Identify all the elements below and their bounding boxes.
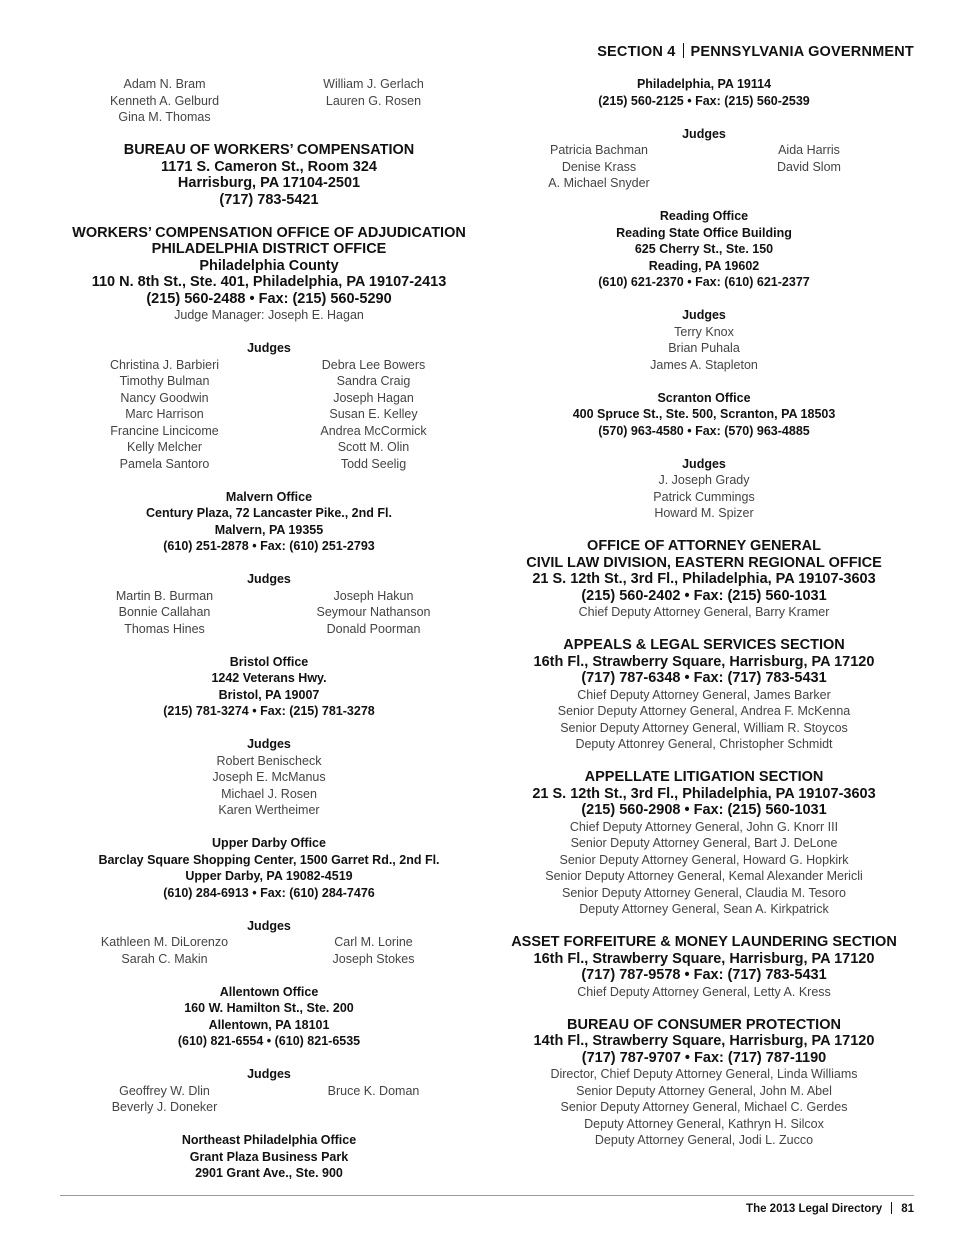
asset-forfeiture-section xyxy=(494,934,914,1000)
judge-name: Brian Puhala xyxy=(668,341,740,355)
staff-entry: Director, Chief Deputy Attorney General, Linda Williams xyxy=(550,1067,858,1081)
office-city: Harrisburg, PA 17104-2501 xyxy=(177,175,361,191)
judge-name: Sarah C. Makin xyxy=(121,951,208,966)
office-heading: Northeast Philadelphia Office xyxy=(181,1133,357,1147)
footer-divider xyxy=(60,1195,914,1196)
staff-entry: Senior Deputy Attorney General, Andrea F. McKenna xyxy=(557,704,851,718)
office-heading: BUREAU OF WORKERS’ COMPENSATION xyxy=(123,142,415,158)
office-city: Upper Darby, PA 19082-4519 xyxy=(185,869,353,883)
judges-label: Judges xyxy=(682,456,726,471)
judges-list xyxy=(494,472,914,522)
judge-name: Patricia Bachman xyxy=(550,143,648,157)
adjudication-office xyxy=(60,225,478,473)
office-city: Allentown, PA 18101 xyxy=(208,1017,330,1032)
malvern-office xyxy=(60,489,478,638)
scranton-office xyxy=(494,390,914,522)
judges-list xyxy=(494,142,914,192)
office-city: Reading, PA 19602 xyxy=(648,258,760,273)
office-address: 21 S. 12th St., 3rd Fl., Philadelphia, PA 19107-3603 xyxy=(532,571,876,587)
judge-name: Karen Wertheimer xyxy=(218,803,320,817)
staff-entry: Chief Deputy Attorney General, Letty A. Kress xyxy=(577,984,831,999)
judges-label: Judges xyxy=(682,126,726,141)
judges-label: Judges xyxy=(247,1067,291,1081)
office-heading: Bristol Office xyxy=(229,654,309,669)
office-building: Grant Plaza Business Park xyxy=(189,1149,349,1164)
judge-name: Francine Lincicome xyxy=(110,423,219,438)
judge-manager: Judge Manager: Joseph E. Hagan xyxy=(174,308,364,322)
office-phone: (215) 560-2488 • Fax: (215) 560-5290 xyxy=(146,290,392,307)
judge-name: Joseph E. McManus xyxy=(212,770,326,784)
judge-name: Andrea McCormick xyxy=(320,423,427,438)
office-heading: Allentown Office xyxy=(219,984,319,999)
staff-entry: Deputy Attonrey General, Christopher Schmidt xyxy=(575,737,833,751)
office-phone: (610) 284-6913 • Fax: (610) 284-7476 xyxy=(163,885,375,900)
judge-name: Joseph Hagan xyxy=(333,390,414,405)
judge-name: Joseph Stokes xyxy=(332,951,415,966)
judge-name: Todd Seelig xyxy=(340,456,407,471)
left-column xyxy=(60,76,478,1182)
office-address: 110 N. 8th St., Ste. 401, Philadelphia, PA 19107-2413 xyxy=(91,274,447,290)
person-name: Lauren G. Rosen xyxy=(325,93,422,108)
judge-name: Beverly J. Doneker xyxy=(111,1100,218,1114)
staff-entry: Senior Deputy Attorney General, Michael C. Gerdes xyxy=(560,1100,848,1114)
office-address: 160 W. Hamilton St., Ste. 200 xyxy=(184,1001,354,1015)
office-phone: (610) 251-2878 • Fax: (610) 251-2793 xyxy=(163,539,375,553)
office-address: Century Plaza, 72 Lancaster Pike., 2nd Fl. xyxy=(146,506,392,520)
person-name: Kenneth A. Gelburd xyxy=(109,93,220,108)
staff-entry: Deputy Attorney General, Sean A. Kirkpatrick xyxy=(579,902,829,916)
office-address: 1171 S. Cameron St., Room 324 xyxy=(161,158,377,175)
office-heading: Upper Darby Office xyxy=(212,836,326,850)
staff-entry: Senior Deputy Attorney General, Claudia M. Tesoro xyxy=(562,885,846,900)
judge-name: Scott M. Olin xyxy=(337,440,410,454)
office-address: 16th Fl., Strawberry Square, Harrisburg, PA 17120 xyxy=(533,950,875,967)
office-heading: BUREAU OF CONSUMER PROTECTION xyxy=(567,1016,841,1033)
judges-label: Judges xyxy=(247,918,291,933)
person-name: Gina M. Thomas xyxy=(118,110,211,124)
judge-name: Marc Harrison xyxy=(125,407,204,421)
office-building: Reading State Office Building xyxy=(616,225,792,240)
judges-list xyxy=(60,1083,478,1116)
right-column xyxy=(494,76,914,1149)
staff-entry: Chief Deputy Attorney General, Barry Kramer xyxy=(578,605,830,619)
office-phone: (717) 783-5421 xyxy=(219,191,319,208)
judge-name: Howard M. Spizer xyxy=(654,506,754,520)
judge-name: Donald Poorman xyxy=(326,621,421,636)
office-phone: (717) 787-6348 • Fax: (717) 783-5431 xyxy=(581,670,827,686)
judges-list xyxy=(60,934,478,967)
office-address: 625 Cherry St., Ste. 150 xyxy=(634,242,774,256)
office-heading: Scranton Office xyxy=(657,390,751,405)
office-phone: (215) 560-2402 • Fax: (215) 560-1031 xyxy=(581,587,827,604)
judge-name: Terry Knox xyxy=(674,324,734,339)
page-number: 81 xyxy=(901,1203,914,1215)
judge-name: Nancy Goodwin xyxy=(120,390,209,405)
office-county: Philadelphia County xyxy=(199,257,339,274)
judge-name: J. Joseph Grady xyxy=(658,473,750,487)
staff-entry: Deputy Attorney General, Jodi L. Zucco xyxy=(594,1133,814,1147)
office-phone: (610) 821-6554 • (610) 821-6535 xyxy=(177,1034,361,1048)
upper-darby-office xyxy=(60,835,478,967)
office-heading: Malvern Office xyxy=(225,489,313,504)
top-names-right xyxy=(269,76,478,126)
judges-list xyxy=(60,588,478,638)
reading-office xyxy=(494,208,914,373)
staff-entry: Senior Deputy Attorney General, John M. Abel xyxy=(576,1083,832,1098)
northeast-office-continued xyxy=(494,76,914,109)
judge-name: Susan E. Kelley xyxy=(329,407,418,421)
judge-name: Denise Krass xyxy=(561,159,637,174)
judges-label: Judges xyxy=(247,737,291,751)
appellate-section xyxy=(494,769,914,918)
staff-entry: Senior Deputy Attorney General, Kemal Alexander Mericli xyxy=(545,869,863,883)
section-title: PENNSYLVANIA GOVERNMENT xyxy=(690,44,914,60)
office-address: 16th Fl., Strawberry Square, Harrisburg, PA 17120 xyxy=(533,653,875,670)
judges-label: Judges xyxy=(247,572,291,586)
office-heading: ASSET FORFEITURE & MONEY LAUNDERING SECTION xyxy=(511,934,897,950)
bureau-workers-comp xyxy=(60,142,478,208)
staff-entry: Chief Deputy Attorney General, John G. Knorr III xyxy=(569,819,839,834)
office-phone: (610) 621-2370 • Fax: (610) 621-2377 xyxy=(598,275,810,289)
top-names-left xyxy=(60,76,269,126)
office-phone: (717) 787-9707 • Fax: (717) 787-1190 xyxy=(581,1049,827,1066)
judge-name: Thomas Hines xyxy=(124,621,205,636)
office-phone: (570) 963-4580 • Fax: (570) 963-4885 xyxy=(598,423,810,438)
judge-name: James A. Stapleton xyxy=(650,357,758,372)
judges-list xyxy=(60,753,478,819)
staff-entry: Senior Deputy Attorney General, Howard G. Hopkirk xyxy=(559,852,849,867)
office-phone: (215) 560-2908 • Fax: (215) 560-1031 xyxy=(581,802,827,818)
judge-name: Aida Harris xyxy=(778,143,840,157)
judge-name: Joseph Hakun xyxy=(333,588,414,603)
judges-list xyxy=(60,357,478,473)
office-subheading: CIVIL LAW DIVISION, EASTERN REGIONAL OFFICE xyxy=(526,554,882,571)
office-subheading: PHILADELPHIA DISTRICT OFFICE xyxy=(151,241,387,257)
judge-name: Timothy Bulman xyxy=(119,374,210,388)
office-address: 21 S. 12th St., 3rd Fl., Philadelphia, PA 19107-3603 xyxy=(532,785,876,802)
office-address: 2901 Grant Ave., Ste. 900 xyxy=(195,1166,343,1180)
page-footer xyxy=(746,1202,914,1215)
judge-name: Kathleen M. DiLorenzo xyxy=(100,935,229,949)
office-phone: (215) 560-2125 • Fax: (215) 560-2539 xyxy=(598,93,810,108)
staff-entry: Deputy Attorney General, Kathryn H. Silcox xyxy=(584,1116,824,1131)
judge-name: Carl M. Lorine xyxy=(334,935,413,949)
staff-entry: Senior Deputy Attorney General, William R. Stoycos xyxy=(560,720,848,735)
judge-name: David Slom xyxy=(777,159,841,174)
judge-name: Patrick Cummings xyxy=(653,489,755,504)
judge-name: Michael J. Rosen xyxy=(221,786,317,801)
northeast-office xyxy=(60,1132,478,1182)
judge-name: Seymour Nathanson xyxy=(316,605,431,619)
judges-label: Judges xyxy=(247,341,291,355)
consumer-protection-bureau xyxy=(494,1017,914,1149)
office-city: Philadelphia, PA 19114 xyxy=(636,77,772,91)
judge-name: Debra Lee Bowers xyxy=(321,357,426,372)
judge-name: Kelly Melcher xyxy=(126,440,203,454)
judge-name: Bruce K. Doman xyxy=(327,1083,420,1098)
person-name: William J. Gerlach xyxy=(323,77,424,91)
office-address: Barclay Square Shopping Center, 1500 Garret Rd., 2nd Fl. xyxy=(98,852,440,867)
judge-name: Christina J. Barbieri xyxy=(109,357,220,372)
office-phone: (215) 781-3274 • Fax: (215) 781-3278 xyxy=(163,704,375,718)
office-heading: WORKERS’ COMPENSATION OFFICE OF ADJUDICATION xyxy=(72,224,466,241)
attorney-general-office xyxy=(494,538,914,621)
staff-entry: Chief Deputy Attorney General, James Barker xyxy=(577,687,831,702)
judges-label: Judges xyxy=(682,308,726,322)
footer-separator xyxy=(891,1202,892,1214)
judge-name: Robert Benischeck xyxy=(216,753,322,768)
office-phone: (717) 787-9578 • Fax: (717) 783-5431 xyxy=(581,967,827,983)
judge-name: Geoffrey W. Dlin xyxy=(119,1083,210,1098)
office-address: 14th Fl., Strawberry Square, Harrisburg, PA 17120 xyxy=(533,1033,875,1049)
appeals-section xyxy=(494,637,914,753)
office-heading: APPELLATE LITIGATION SECTION xyxy=(584,769,824,785)
office-city: Bristol, PA 19007 xyxy=(218,687,320,702)
staff-entry: Senior Deputy Attorney General, Bart J. DeLone xyxy=(570,836,838,850)
page-header xyxy=(597,43,914,60)
office-heading: APPEALS & LEGAL SERVICES SECTION xyxy=(563,637,845,653)
judge-name: Sandra Craig xyxy=(336,374,411,388)
judge-name: Martin B. Burman xyxy=(115,588,214,603)
office-heading: Reading Office xyxy=(659,209,749,223)
office-address: 1242 Veterans Hwy. xyxy=(211,671,327,685)
office-address: 400 Spruce St., Ste. 500, Scranton, PA 18503 xyxy=(572,407,836,421)
office-city: Malvern, PA 19355 xyxy=(214,522,324,537)
person-name: Adam N. Bram xyxy=(123,77,206,91)
office-heading: OFFICE OF ATTORNEY GENERAL xyxy=(587,538,821,554)
judge-name: Bonnie Callahan xyxy=(118,605,211,619)
header-divider xyxy=(683,43,684,58)
bristol-office xyxy=(60,654,478,819)
publication-title: The 2013 Legal Directory xyxy=(746,1203,883,1215)
allentown-office xyxy=(60,984,478,1116)
judge-name: Pamela Santoro xyxy=(119,456,210,471)
judge-name: A. Michael Snyder xyxy=(548,176,650,190)
section-label: SECTION 4 xyxy=(597,44,676,60)
judges-list xyxy=(494,324,914,374)
top-names xyxy=(60,76,478,126)
